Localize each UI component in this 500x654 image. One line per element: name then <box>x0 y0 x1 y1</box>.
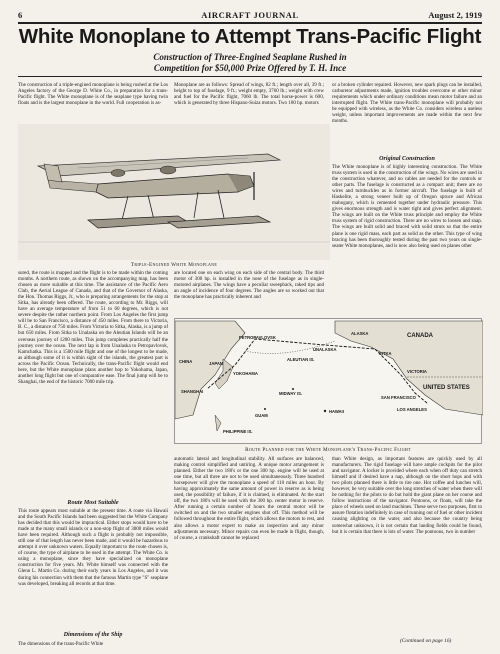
map-label-unalaska: UNALASKA <box>313 347 337 352</box>
col1-bottom-text: This route appears most suitable at the present time. A route via Hawaii and the South Pacific Islands had been suggested but the White Company has decided that this would be impractical. Either stops would have to be made at the many small islands or a non-stop flight of 3000 miles would have been required. Although such a flight is probably not impossible, still one of that length has never been made, and it would be hazardous to attempt it over unknown waters. Equally important to the route chosen is, of course, the type of airplane to be used in the attempt. The White Co. is using a monoplane, since they have specialized on monoplane construction for five years. Mr. White himself was connected with the Glenn L. Martin Co. during their early years in Los Angeles, and it was during his connection with them that the famous Martin type "S" seaplane was developed, breaking all records at that time. <box>18 508 168 587</box>
map-label-shanghai: SHANGHAI <box>181 389 204 394</box>
col3-bottom-text: than White design, as important features are quickly used by all manufacturers. The rigid fuselage will have ample cockpits for the pilot and navigator. A locker is provided where each when off duty can stretch himself and if desired have a nap, although on the short hops and with two pilots planned there is little to tire one. Hot coffee and lunches will, however, be very suitable over the long stretches of water when there will be nothing for the pilots to do but hold the giant plane on her course and follow instructions of the navigator. Pontoons, or floats, will take the place of wheels used on land machines. These serve two purposes, first to assure flotation indefinitely in case of running out of fuel or other incident causing alighting on the water, and also because the country being somewhat unknown, it is not certain that landing fields could be found, but it is certain that there is lots of water. The pontoons, two in number <box>332 456 482 535</box>
route-map <box>174 318 482 444</box>
map-label-canada: CANADA <box>407 333 433 339</box>
journal-name: AIRCRAFT JOURNAL <box>201 10 299 20</box>
map-label-san-francisco: SAN FRANCISCO <box>381 395 416 400</box>
col2-bottom-text: automatic lateral and longitudinal stability. All surfaces are balanced, making control simplified and untiring. A unique motor arrangement is planned. Either the two 180's or the one 300 hp. engine will be used at one time, but all three are not to be used simultaneously. Three hundred horsepower will give the monoplane a speed of 110 miles an hour. By having approximately the same amount of power in reserve as is being used, the possibility of failure, if it is claimed, is eliminated. At the start off, the two 180's will be used with the 300 hp. center motor in reserve. After running a certain number of hours the central motor will be switched on and the two smaller engines shut off. This method will be followed throughout the entire flight, which allows the motors to rest, and also allows a motor expert to make an inspection and any minor adjustments necessary. Minor repairs can even be made in flight, though, of course, a crankshaft cannot be replaced <box>174 456 324 541</box>
map-label-hawaii: HAWAII <box>329 409 344 414</box>
map-caption: Route Planned for the White Monoplane's Trans-Pacific Flight <box>245 447 411 453</box>
map-label-alaska: ALASKA <box>351 331 369 336</box>
col1-last-text: The dimensions of the trans-Pacific White <box>18 641 104 647</box>
page-number: 6 <box>18 10 23 20</box>
map-label-petropavlovsk: PETROPAVLOVSK <box>239 335 276 340</box>
map-label-los-angeles: LOS ANGELES <box>397 407 427 412</box>
article-subtitle-1: Construction of Three-Engined Seaplane Rushed in <box>153 52 347 62</box>
col2-top-text: Monoplane are as follows: Spread of wings, 82 ft.; length over all, 39 ft.; height to top of fuselage, 9 ft.; weight empty, 3760 lb.; weight with crew and fuel for the Pacific flight, 7060 lb. The total horse-power is 600, which is generated by three Hispano-Suiza motors. Two 180 hp. motors <box>174 82 324 107</box>
map-label-guam: GUAM <box>255 413 268 418</box>
map-label-philippine: PHILIPPINE IS. <box>223 429 253 434</box>
map-label-united-states: UNITED STATES <box>423 385 470 391</box>
article-title: White Monoplane to Attempt Trans-Pacific Flight <box>18 25 482 48</box>
continued-note: (Continued on page 16) <box>400 638 452 644</box>
title-rule <box>18 76 482 77</box>
map-label-sitka: SITKA <box>379 351 392 356</box>
plane-figure <box>18 124 330 260</box>
issue-date: August 2, 1919 <box>428 10 482 20</box>
map-label-aleutian: ALEUTIAN IS. <box>287 357 315 362</box>
plane-caption: Triple-Engined White Monoplane <box>130 262 218 268</box>
map-label-china: CHINA <box>179 359 193 364</box>
col1-heading-route: Route Most Suitable <box>67 500 119 506</box>
map-label-japan: JAPAN <box>209 361 223 366</box>
monoplane-illustration <box>18 124 330 260</box>
col3-top-text: or a broken cylinder repaired. However, new spark plugs can be installed, carburetor adjustments made, ignition troubles overcome or other minor requirements which under ordinary conditions mean motor failure and an interrupted flight. The White trans-Pacific monoplane will probably not be equipped with wireless, as the White Co. considers wireless a useless weight, unless important improvements are made within the next few months. <box>332 82 482 125</box>
col3-heading-original-construction: Original Construction <box>379 156 435 162</box>
col1-mid-text: sured, the route is mapped and the flight is to be made within the coming months. A northern route, as shown on the accompanying map, has been chosen as more suitable at this time. The assistance of the Pacific Aero Club, the Aerial League of Canada, and that of the Governor of Alaska, the Hon. Thomas Riggs, Jr., who is preparing arrangements for the stop at Sitka, has already been offered. The route, according to Mr. Riggs, will have an average temperature of from 51 to 60 degrees, which is not severe despite the rather northern point. From Los Angeles the first jump will be to San Francisco, a distance of 450 miles. From there to Victoria, B. C., a distance of 750 miles. From Victoria to Sitka, Alaska, is a jump of but 650 miles. From Sitka to Unalaska on the Aleutian Islands will be an overseas journey of 1200 miles. This jump completes practically half the journey over the ocean. The next lap is from Unalaska to Petropavlovsk, Kamchatka. This is a 1500 mile flight and one of the longest to be made, as although some of it is within sight of the islands, the greatest part is across the Pacific Ocean. Technically, the trans-Pacific flight would end here, but the White monoplane plans another hop to Yokohama, Japan, another long flight but one of comparative ease. The final jump will be to Shanghai, the end of the historic 7000 mile trip. <box>18 270 168 385</box>
map-label-midway: MIDWAY IS. <box>279 391 303 396</box>
map-label-victoria: VICTORIA <box>407 369 427 374</box>
col1-top-text: The construction of a triple-engined monoplane is being rushed at the Los Angeles factory of the George D. White Co., in preparation for a trans-Pacific flight. The White monoplane is of the seaplane type having twin floats and is the largest monoplane in the world. Full cooperation is as- <box>18 82 168 107</box>
article-subtitle-2: Competition for $50,000 Prize Offered by T. H. Ince <box>153 63 347 73</box>
col3-mid-text: The White monoplane is of highly interesting construction. The White truss system is used in the construction of the wings. No wires are used in the construction whatever, and no cables are needed for the controls or other parts. The fuselage is constructed as a compact unit; there are no wires and turnbuckles as in former aircraft. The fuselage is built of Haskelite, a strong veneer built up of Oregon spruce and African mahogany, which is cemented together under hydraulic pressure. This gives enormous strength and is water tight and gives perfect alignment. The wings are built on the White truss principle and employ the White truss system of rigid construction. There are no wires to loosen and snap. The wings are built solid and braced with solid struts so that the entire plane is one rigid mass, each part as solid as the other. This type of wing bracing has been thoroughly tested during the past two years on single-seater White monoplanes, and is now also being used on planes other <box>332 164 482 249</box>
map-label-yokohama: YOKOHAMA <box>233 371 258 376</box>
col1-heading-dimensions: Dimensions of the Ship <box>63 632 123 638</box>
header-rule <box>18 22 482 24</box>
pacific-map-illustration <box>175 319 483 445</box>
col2-mid-text: are located one on each wing on each side of the central body. The third motor of 300 hp. is installed in the nose of the fuselage as in single-motored airplanes. The wings have a peculiar sweepback, raked tips and an angle of incidence of four degrees. The angles are so worked out that the monoplane has practically inherent and <box>174 270 324 301</box>
